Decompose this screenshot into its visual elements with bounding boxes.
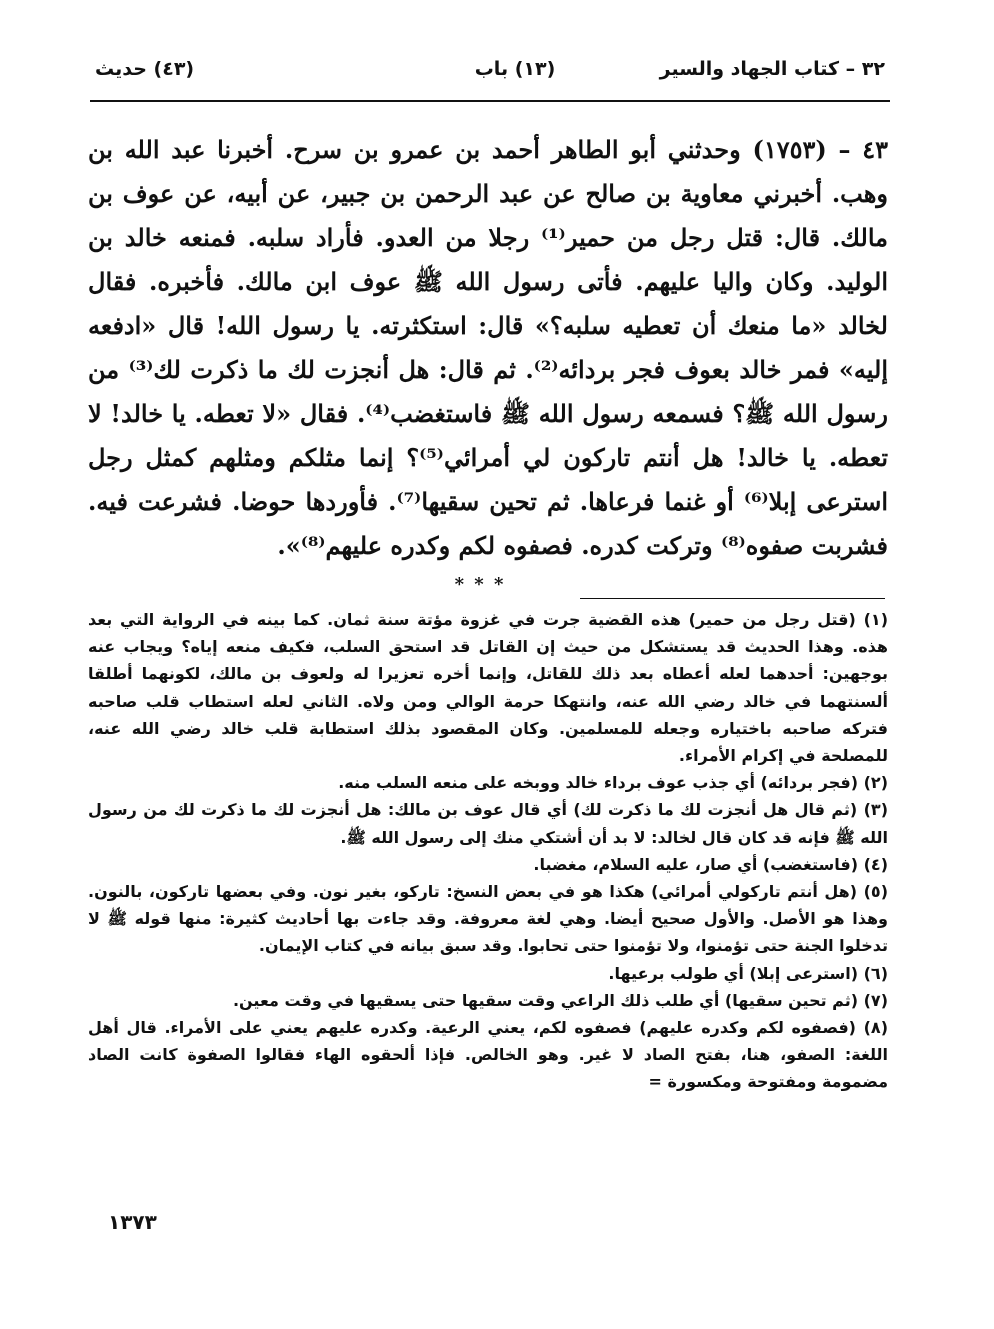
footnote-5: (٥) (هل أنتم تاركولي أمرائي) هكذا هو في بعض النسخ: تاركو، بغير نون. وفي بعضها تاركون، بالنون. وهذا هو الأصل. والأول صحيح أيضا. وهي لغة معروفة. وقد جاءت بها أحاديث كثيرة: منها قوله ﷺ لا تدخلوا الجنة حتى تؤمنوا، ولا تؤمنوا حتى تحابوا. وقد سبق بيانه في كتاب الإيمان. xyxy=(88,882,888,956)
footnote-divider xyxy=(580,598,885,599)
footnote-1: (١) (قتل رجل من حمير) هذه القضية جرت في غزوة مؤتة سنة ثمان. كما بينه في الرواية التي بعد هذه. وهذا الحديث قد يستشكل من حيث إن القاتل قد استحق السلب، فكيف منعه إياه؟ ويجاب عنه بوجهين: أحدهما لعله أعطاه بعد ذلك للقاتل، وإنما أخره تعزيرا له ولعوف بن مالك، لكونهما أطلقا ألسنتهما في خالد رضي الله عنه، وانتهكا حرمة الوالي ومن ولاه. الثاني لعله استطاب قلب صاحبه فتركه صاحبه باختياره وجعله للمسلمين. وكان المقصود بذلك استطابة قلب خالد رضي الله عنه، للمصلحة في إكرام الأمراء. xyxy=(88,610,888,766)
bab-number: (١٣) باب xyxy=(474,58,556,80)
section-separator: * * * xyxy=(454,574,506,595)
header-divider xyxy=(90,100,890,102)
book-chapter-title: ٣٢ – كتاب الجهاد والسير xyxy=(659,58,885,80)
footnote-2: (٢) (فجر بردائه) أي جذب عوف برداء خالد ووبخه على منعه السلب منه. xyxy=(338,773,888,793)
footnotes xyxy=(88,606,888,1096)
running-header xyxy=(95,58,885,98)
hadith-number: (٤٣) حديث xyxy=(95,58,195,80)
page-number: ١٣٧٣ xyxy=(108,1210,157,1234)
footnote-3: (٣) (ثم قال هل أنجزت لك ما ذكرت لك) أي قال عوف بن مالك: هل أنجزت لك ما ذكرت لك من رسول الله ﷺ فإنه قد كان قال لخالد: لا بد أن أشتكي منك إلى رسول الله ﷺ. xyxy=(88,800,888,847)
hadith-paragraph: ٤٣ – (١٧٥٣) وحدثني أبو الطاهر أحمد بن عمرو بن سرح. أخبرنا عبد الله بن وهب. أخبرني معاوية بن صالح عن عبد الرحمن بن جبير، عن أبيه، عن عوف بن مالك. قال: قتل رجل من حمير⁽¹⁾ رجلا من العدو. فأراد سلبه. فمنعه خالد بن الوليد. وكان واليا عليهم. فأتى رسول الله ﷺ عوف ابن مالك. فأخبره. فقال لخالد «ما منعك أن تعطيه سلبه؟» قال: استكثرته. يا رسول الله! قال «ادفعه إليه» فمر خالد بعوف فجر بردائه⁽²⁾. ثم قال: هل أنجزت لك ما ذكرت لك⁽³⁾ من رسول الله ﷺ؟ فسمعه رسول الله ﷺ فاستغضب⁽⁴⁾. فقال «لا تعطه. يا خالد! لا تعطه. يا خالد! هل أنتم تاركون لي أمرائي⁽⁵⁾؟ إنما مثلكم ومثلهم كمثل رجل استرعى إبلا⁽⁶⁾ أو غنما فرعاها. ثم تحين سقيها⁽⁷⁾. فأوردها حوضا. فشرعت فيه. فشربت صفوه⁽⁸⁾ وتركت كدره. فصفوه لكم وكدره عليهم⁽⁸⁾». xyxy=(88,135,889,560)
footnote-6: (٦) (استرعى إبلا) أي طولب برعيها. xyxy=(608,963,888,983)
footnote-8: (٨) (فصفوه لكم وكدره عليهم) فصفوه لكم، يعني الرعية. وكدره عليهم يعني على الأمراء. قال أهل اللغة: الصفو، هنا، بفتح الصاد لا غير. وهو الخالص. فإذا ألحقوه الهاء فقالوا الصفوة كانت الصاد مضمومة ومفتوحة ومكسورة = xyxy=(88,1018,888,1092)
footnote-4: (٤) (فاستغضب) أي صار، عليه السلام، مغضبا. xyxy=(533,854,888,874)
hadith-text-block xyxy=(88,128,888,568)
footnote-7: (٧) (ثم تحين سقيها) أي طلب ذلك الراعي وقت سقيها حتى يسقيها في وقت معين. xyxy=(232,990,888,1010)
